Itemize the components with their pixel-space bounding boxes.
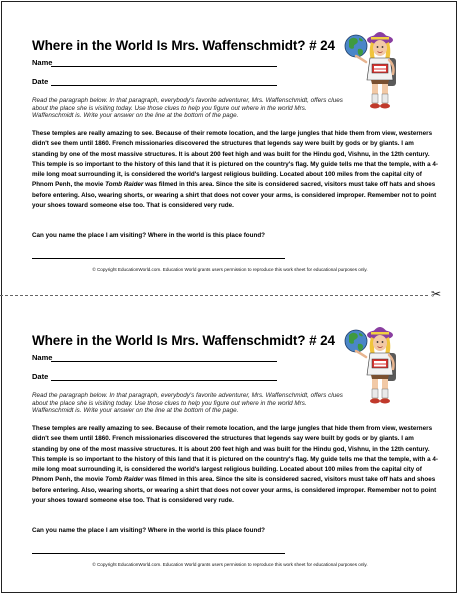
name-line[interactable]	[51, 66, 277, 67]
globe-icon	[345, 330, 367, 352]
passage-part-2: was filmed in this area. Since the site is considered sacred, visitors must take off hats and shoes before entering. Also, wearing shorts, or wearing a shirt that does not cover your arms, is considered improper. Remember not to point your shoes toward someone else too. That is considered very rude.	[32, 181, 437, 210]
movie-title: Tomb Raider	[105, 181, 144, 189]
passage-part-1: These temples are really amazing to see. Because of their remote location, and the large jungles that hide them from view, westerners didn't see them until 1860. French missionaries discovered the structures that legends say were built by gods or by giants. I am standing by one of the most massive structures. It is about 200 feet high and was built for the Hindu god, Vishnu, in the 12th century. This temple is so important to the history of this land that it is pictured on the country's flag. My guide tells me that the temple, with a 4-mile long moat surrounding it, is considered the world's largest religious building. Located about 100 miles from the capital city of Phnom Penh, the movie	[32, 425, 438, 484]
date-label: Date	[32, 77, 49, 86]
instructions-text: Read the paragraph below. In that paragraph, everybody's favorite adventurer, Mrs. Waffenschmidt, offers clues about the place she is visiting today. Use those clues to help you figure out where in the world Mrs. Waffenschmidt is. Write your answer on the line at the bottom of the page.	[32, 97, 343, 119]
copyright-notice: © Copyright EducationWorld.com. Education World grants users permission to reproduce this work sheet for educational purposes only.	[92, 562, 368, 567]
date-line[interactable]	[51, 380, 277, 381]
instructions-text: Read the paragraph below. In that paragraph, everybody's favorite adventurer, Mrs. Waffenschmidt, offers clues about the place she is visiting today. Use those clues to help you figure out where in the world Mrs. Waffenschmidt is. Write your answer on the line at the bottom of the page.	[32, 392, 343, 414]
globe-icon	[345, 35, 367, 57]
name-label: Name	[32, 353, 53, 362]
clue-paragraph	[32, 129, 438, 211]
name-field[interactable]	[32, 58, 53, 67]
worksheet-copy-bottom	[0, 295, 460, 585]
passage-part-1: These temples are really amazing to see. Because of their remote location, and the large jungles that hide them from view, westerners didn't see them until 1860. French missionaries discovered the structures that legends say were built by gods or by giants. I am standing by one of the most massive structures. It is about 200 feet high and was built for the Hindu god, Vishnu, in the 12th century. This temple is so important to the history of this land that it is pictured on the country's flag. My guide tells me that the temple, with a 4-mile long moat surrounding it, is considered the world's largest religious building. Located about 100 miles from the capital city of Phnom Penh, the movie	[32, 130, 438, 189]
name-label: Name	[32, 58, 53, 67]
movie-title: Tomb Raider	[105, 476, 144, 484]
clue-paragraph	[32, 424, 438, 506]
worksheet-title: Where in the World Is Mrs. Waffenschmidt? # 24	[32, 38, 335, 53]
name-line[interactable]	[51, 361, 277, 362]
passage-part-2: was filmed in this area. Since the site is considered sacred, visitors must take off hats and shoes before entering. Also, wearing shorts, or wearing a shirt that does not cover your arms, is considered improper. Remember not to point your shoes toward someone else too. That is considered very rude.	[32, 476, 437, 505]
name-field[interactable]	[32, 353, 53, 362]
date-field[interactable]	[32, 77, 50, 86]
worksheet-title: Where in the World Is Mrs. Waffenschmidt? # 24	[32, 333, 335, 348]
question-text: Can you name the place I am visiting? Where in the world is this place found?	[32, 232, 266, 239]
question-text: Can you name the place I am visiting? Where in the world is this place found?	[32, 527, 266, 534]
answer-line[interactable]	[32, 553, 285, 554]
scissors-icon: ✂	[431, 287, 442, 301]
date-label: Date	[32, 372, 49, 381]
answer-line[interactable]	[32, 258, 285, 259]
adventurer-illustration	[342, 319, 408, 409]
worksheet-copy-top	[0, 0, 460, 290]
date-line[interactable]	[51, 85, 277, 86]
copyright-notice: © Copyright EducationWorld.com. Education World grants users permission to reproduce this work sheet for educational purposes only.	[92, 267, 368, 272]
date-field[interactable]	[32, 372, 50, 381]
adventurer-illustration	[342, 24, 408, 114]
